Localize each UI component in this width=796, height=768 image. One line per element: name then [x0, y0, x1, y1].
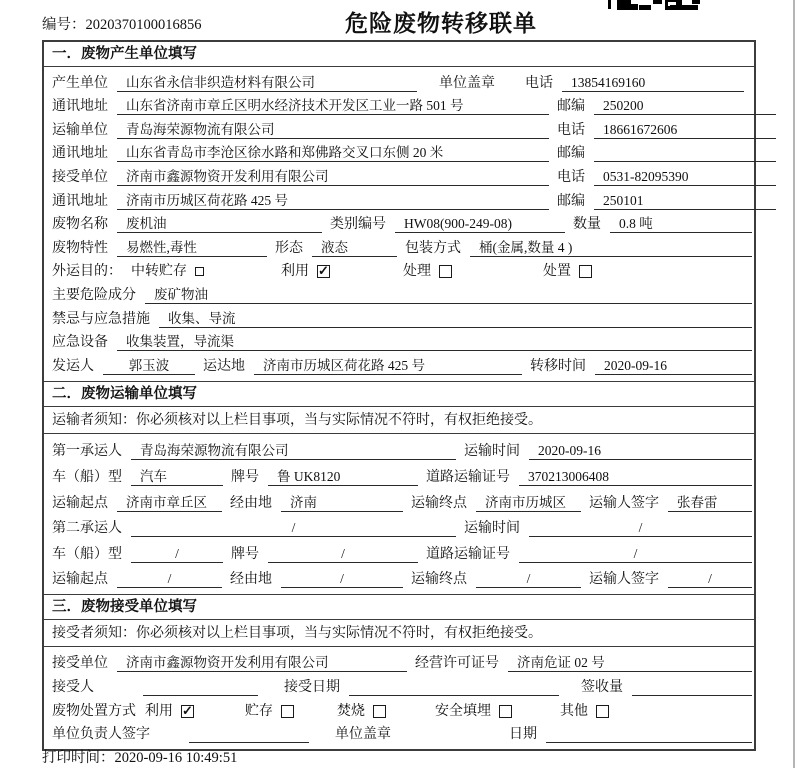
form-row	[44, 164, 754, 188]
section-rows	[44, 647, 754, 749]
field-value: /	[131, 519, 456, 537]
field-label: 邮编	[557, 146, 585, 162]
checkbox-label: 安全填埋	[435, 703, 491, 719]
section-title: 一．废物产生单位填写	[44, 42, 754, 67]
checkbox-other	[560, 703, 609, 720]
field-value	[189, 725, 309, 743]
form-row	[44, 565, 754, 591]
checkbox-treat-box	[439, 265, 452, 278]
print-time-label: 打印时间：	[42, 750, 115, 766]
field-value: 0531-82095390	[594, 168, 776, 186]
field-label: 类别编号	[330, 217, 386, 233]
field-value	[546, 725, 752, 743]
field-label: 经由地	[230, 572, 272, 588]
field-value: /	[268, 545, 418, 563]
field-value: 山东省济南市章丘区明水经济技术开发区工业一路 501 号	[117, 97, 549, 115]
print-time-value: 2020-09-16 10:49:51	[114, 750, 238, 766]
field-value: 青岛海荣源物流有限公司	[131, 442, 456, 460]
form-row	[44, 141, 754, 165]
field-label: 经营许可证号	[415, 656, 499, 672]
checkbox-treat	[403, 263, 543, 280]
form-row	[44, 282, 754, 306]
field-label: 车（船）型	[52, 469, 122, 485]
field-label: 运输人签字	[589, 572, 659, 588]
page-edge-divider	[793, 0, 795, 768]
section-notice: 运输者须知：你必须核对以上栏目事项，当与实际情况不符时，有权拒绝接受。	[44, 407, 754, 434]
checkbox-landfill-box	[499, 705, 512, 718]
field-label: 运输终点	[411, 572, 467, 588]
field-label: 单位负责人签字	[52, 727, 150, 743]
field-value: 18661672606	[594, 121, 776, 139]
field-label: 转移时间	[530, 358, 586, 374]
field-value: 济南市历城区	[476, 494, 581, 512]
field-label: 废物名称	[52, 217, 108, 233]
field-value: 济南市章丘区	[117, 494, 222, 512]
form-row	[44, 650, 754, 674]
field-value: 济南市历城区荷花路 425 号	[117, 192, 549, 210]
field-value: 张春雷	[668, 494, 752, 512]
checkbox-label: 焚烧	[337, 703, 365, 719]
field-label: 单位盖章	[335, 727, 391, 743]
field-value: 桶(金属,数量 4 )	[470, 239, 752, 257]
field-value: 13854169160	[562, 74, 744, 92]
field-value: 收集、导流	[159, 310, 752, 328]
form-row	[44, 259, 754, 283]
checkbox-receive-utilize	[145, 703, 245, 720]
field-value: 山东省永信非织造材料有限公司	[117, 74, 417, 92]
form-row	[44, 235, 754, 259]
field-label: 经由地	[230, 495, 272, 511]
page-title: 危险废物转移联单	[345, 11, 537, 36]
field-label: 单位盖章	[439, 75, 495, 91]
field-value: 山东省青岛市李沧区徐水路和郑佛路交叉口东侧 20 米	[117, 144, 549, 162]
field-value: 250200	[594, 97, 776, 115]
field-value: 0.8 吨	[610, 215, 752, 233]
section-rows	[44, 67, 754, 381]
form-row	[44, 70, 754, 94]
checkbox-utilize-box	[317, 265, 330, 278]
field-label: 接受人	[52, 679, 94, 695]
checkbox-label: 处理	[403, 264, 431, 280]
field-label: 运输时间	[464, 521, 520, 537]
manifest-form	[42, 40, 756, 751]
form-row	[44, 514, 754, 540]
field-label: 日期	[509, 727, 537, 743]
checkbox-landfill	[435, 703, 560, 720]
form-row	[44, 353, 754, 377]
field-label: 第一承运人	[52, 444, 122, 460]
field-value	[594, 144, 776, 162]
field-value: /	[476, 570, 581, 588]
field-label: 发运人	[52, 358, 94, 374]
form-row	[44, 330, 754, 354]
field-value	[349, 678, 559, 696]
field-label: 包装方式	[405, 240, 461, 256]
field-label: 运达地	[203, 358, 245, 374]
field-value: 郭玉波	[103, 357, 195, 375]
checkbox-store-box	[281, 705, 294, 718]
serial-value: 2020370100016856	[85, 17, 202, 33]
form-row	[44, 488, 754, 514]
field-value: HW08(900-249-08)	[395, 215, 565, 233]
field-value: 液态	[312, 239, 397, 257]
form-row	[44, 437, 754, 463]
field-value: /	[131, 545, 223, 563]
checkbox-utilize	[281, 263, 403, 280]
checkbox-receive-utilize-box	[181, 705, 194, 718]
field-value: 370213006408	[519, 468, 752, 486]
field-label: 主要危险成分	[52, 287, 136, 303]
form-section	[44, 594, 754, 749]
field-label: 牌号	[231, 469, 259, 485]
checkbox-label: 利用	[145, 703, 173, 719]
field-value: /	[117, 570, 222, 588]
field-value	[143, 678, 258, 696]
field-value: 收集装置，导流渠	[117, 333, 752, 351]
field-label: 签收量	[581, 679, 623, 695]
field-value: 易燃性,毒性	[117, 239, 267, 257]
field-label: 接受单位	[52, 656, 108, 672]
qr-code-fragment-icon	[608, 0, 700, 12]
checkbox-incinerate-box	[373, 705, 386, 718]
field-value: /	[668, 570, 752, 588]
serial-label: 编号：	[42, 17, 86, 33]
field-label: 运输终点	[411, 495, 467, 511]
checkbox-store	[245, 703, 337, 720]
field-value: 济南市鑫源物资开发利用有限公司	[117, 654, 407, 672]
field-label: 通讯地址	[52, 193, 108, 209]
form-row	[44, 462, 754, 488]
checkbox-label: 处置	[543, 264, 571, 280]
field-label: 车（船）型	[52, 546, 122, 562]
section-rows	[44, 434, 754, 595]
checkbox-other-box	[596, 705, 609, 718]
field-label: 电话	[525, 75, 553, 91]
field-value: 250101	[594, 192, 776, 210]
checkbox-transfer-storage	[131, 263, 281, 280]
field-value	[632, 678, 752, 696]
field-label: 形态	[275, 240, 303, 256]
field-value: 2020-09-16	[595, 357, 752, 375]
checkbox-dispose	[543, 263, 592, 280]
field-label: 运输时间	[464, 444, 520, 460]
field-label: 运输起点	[52, 572, 108, 588]
form-row	[44, 722, 754, 746]
field-value: /	[281, 570, 403, 588]
checkbox-dispose-box	[579, 265, 592, 278]
form-row	[44, 539, 754, 565]
field-value: 2020-09-16	[529, 442, 752, 460]
form-row	[44, 212, 754, 236]
field-label: 通讯地址	[52, 146, 108, 162]
form-section	[44, 42, 754, 381]
checkbox-incinerate	[337, 703, 435, 720]
form-row	[44, 698, 754, 722]
field-label: 外运目的：	[52, 264, 122, 280]
field-label: 通讯地址	[52, 99, 108, 115]
field-label: 邮编	[557, 99, 585, 115]
field-label: 应急设备	[52, 335, 108, 351]
form-row	[44, 674, 754, 698]
checkbox-label: 贮存	[245, 703, 273, 719]
section-notice: 接受者须知：你必须核对以上栏目事项，当与实际情况不符时，有权拒绝接受。	[44, 620, 754, 647]
field-value: /	[519, 545, 752, 563]
field-value: 济南市鑫源物资开发利用有限公司	[117, 168, 549, 186]
field-label: 废物处置方式	[52, 703, 136, 719]
field-value: /	[529, 519, 752, 537]
field-label: 第二承运人	[52, 521, 122, 537]
field-value: 废矿物油	[145, 286, 752, 304]
field-label: 道路运输证号	[426, 546, 510, 562]
field-label: 道路运输证号	[426, 469, 510, 485]
field-label: 运输起点	[52, 495, 108, 511]
field-label: 废物特性	[52, 240, 108, 256]
form-row	[44, 94, 754, 118]
form-section	[44, 381, 754, 595]
field-label: 运输人签字	[589, 495, 659, 511]
field-value: 汽车	[131, 468, 223, 486]
checkbox-transfer-storage-box	[195, 267, 204, 276]
print-timestamp	[42, 746, 237, 767]
field-value: 青岛海荣源物流有限公司	[117, 121, 549, 139]
field-label: 产生单位	[52, 75, 108, 91]
field-label: 禁忌与应急措施	[52, 311, 150, 327]
field-label: 数量	[573, 217, 601, 233]
field-value: 济南	[281, 494, 403, 512]
field-value: 鲁 UK8120	[268, 468, 418, 486]
field-label: 运输单位	[52, 122, 108, 138]
field-value: 济南市历城区荷花路 425 号	[254, 357, 522, 375]
form-row	[44, 117, 754, 141]
field-label: 牌号	[231, 546, 259, 562]
field-label: 接受日期	[284, 679, 340, 695]
field-label: 电话	[557, 122, 585, 138]
section-title: 二．废物运输单位填写	[44, 382, 754, 407]
field-label: 接受单位	[52, 169, 108, 185]
section-title: 三．废物接受单位填写	[44, 595, 754, 620]
checkbox-label: 其他	[560, 703, 588, 719]
form-row	[44, 188, 754, 212]
field-label: 电话	[557, 169, 585, 185]
checkbox-label: 利用	[281, 264, 309, 280]
checkbox-label: 中转贮存	[131, 264, 187, 280]
form-row	[44, 306, 754, 330]
field-label: 邮编	[557, 193, 585, 209]
field-value: 济南危证 02 号	[508, 654, 752, 672]
field-value: 废机油	[117, 215, 322, 233]
